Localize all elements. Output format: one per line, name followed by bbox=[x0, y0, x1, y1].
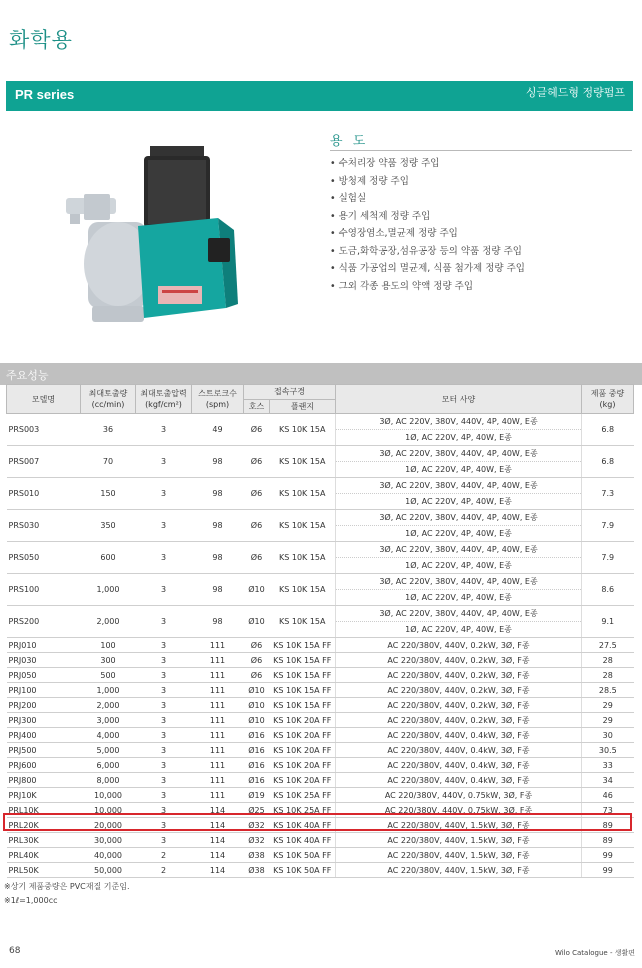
table-row bbox=[7, 728, 634, 743]
table-cell: 98 bbox=[192, 606, 244, 638]
table-cell: 3,000 bbox=[81, 713, 136, 728]
table-cell: PRS007 bbox=[7, 446, 81, 478]
table-cell: 111 bbox=[192, 653, 244, 668]
table-cell: 30.5 bbox=[582, 743, 634, 758]
table-cell: KS 10K 15A FF bbox=[270, 653, 336, 668]
table-cell: KS 10K 20A FF bbox=[270, 773, 336, 788]
table-cell: 3 bbox=[136, 606, 192, 638]
table-cell: Ø16 bbox=[244, 728, 270, 743]
table-cell: 7.9 bbox=[582, 510, 634, 542]
header-weight: 제품 중량 (kg) bbox=[582, 385, 634, 414]
table-cell: 6,000 bbox=[81, 758, 136, 773]
table-cell: 114 bbox=[192, 818, 244, 833]
table-cell: PRJ200 bbox=[7, 698, 81, 713]
table-cell: AC 220/380V, 440V, 1.5kW, 3Ø, F종 bbox=[336, 833, 582, 848]
header-pressure: 최대토출압력 (kgf/cm²) bbox=[136, 385, 192, 414]
header-flange: 플랜지 bbox=[270, 399, 336, 414]
header-motor: 모터 사양 bbox=[336, 385, 582, 414]
table-cell: AC 220/380V, 440V, 0.75kW, 3Ø, F종 bbox=[336, 803, 582, 818]
table-cell: PRS100 bbox=[7, 574, 81, 606]
table-cell: 1,000 bbox=[81, 574, 136, 606]
table-cell: 111 bbox=[192, 713, 244, 728]
table-row bbox=[7, 668, 634, 683]
table-cell: Ø38 bbox=[244, 848, 270, 863]
table-cell: 114 bbox=[192, 803, 244, 818]
table-cell: Ø6 bbox=[244, 446, 270, 478]
table-cell: PRL50K bbox=[7, 863, 81, 878]
page-number: 68 bbox=[9, 946, 21, 956]
table-row bbox=[7, 848, 634, 863]
table-cell: 3 bbox=[136, 638, 192, 653]
table-cell: 98 bbox=[192, 542, 244, 574]
table-cell: 1Ø, AC 220V, 4P, 40W, E종 bbox=[336, 558, 582, 574]
table-cell: 3Ø, AC 220V, 380V, 440V, 4P, 40W, E종 bbox=[336, 542, 582, 558]
table-cell: Ø38 bbox=[244, 863, 270, 878]
table-cell: PRJ400 bbox=[7, 728, 81, 743]
table-cell: 33 bbox=[582, 758, 634, 773]
table-row bbox=[7, 833, 634, 848]
table-cell: AC 220/380V, 440V, 0.4kW, 3Ø, F종 bbox=[336, 758, 582, 773]
table-cell: 30 bbox=[582, 728, 634, 743]
table-cell: AC 220/380V, 440V, 0.2kW, 3Ø, F종 bbox=[336, 653, 582, 668]
table-cell: 50,000 bbox=[81, 863, 136, 878]
table-cell: KS 10K 25A FF bbox=[270, 788, 336, 803]
table-cell: Ø32 bbox=[244, 833, 270, 848]
highlight-box-prl20k bbox=[3, 813, 632, 831]
footer-catalogue: Wilo Catalogue - 생활편 bbox=[554, 949, 635, 957]
table-cell: 3 bbox=[136, 713, 192, 728]
table-cell: 3 bbox=[136, 743, 192, 758]
table-row bbox=[7, 478, 634, 494]
table-cell: 3 bbox=[136, 683, 192, 698]
table-cell: 99 bbox=[582, 848, 634, 863]
table-cell: PRJ010 bbox=[7, 638, 81, 653]
table-cell: KS 10K 15A bbox=[270, 542, 336, 574]
table-cell: 8,000 bbox=[81, 773, 136, 788]
table-cell: AC 220/380V, 440V, 0.2kW, 3Ø, F종 bbox=[336, 683, 582, 698]
table-row bbox=[7, 510, 634, 526]
use-item: • 수영장염소,멸균제 정량 주입 bbox=[330, 225, 525, 243]
table-cell: PRJ050 bbox=[7, 668, 81, 683]
table-cell: Ø19 bbox=[244, 788, 270, 803]
table-cell: 2 bbox=[136, 863, 192, 878]
table-cell: 73 bbox=[582, 803, 634, 818]
table-cell: 29 bbox=[582, 698, 634, 713]
table-cell: PRL20K bbox=[7, 818, 81, 833]
table-cell: AC 220/380V, 440V, 0.2kW, 3Ø, F종 bbox=[336, 713, 582, 728]
table-cell: KS 10K 25A FF bbox=[270, 803, 336, 818]
table-cell: Ø32 bbox=[244, 818, 270, 833]
table-row bbox=[7, 788, 634, 803]
table-cell: AC 220/380V, 440V, 1.5kW, 3Ø, F종 bbox=[336, 818, 582, 833]
table-cell: KS 10K 15A FF bbox=[270, 638, 336, 653]
use-item: • 그외 각종 용도의 약액 정량 주입 bbox=[330, 278, 525, 296]
table-cell: 89 bbox=[582, 833, 634, 848]
series-name: PR series bbox=[15, 87, 75, 102]
table-row bbox=[7, 638, 634, 653]
table-row bbox=[7, 773, 634, 788]
table-cell: 8.6 bbox=[582, 574, 634, 606]
table-cell: 111 bbox=[192, 773, 244, 788]
table-cell: 114 bbox=[192, 848, 244, 863]
header-stroke: 스트로크수 (spm) bbox=[192, 385, 244, 414]
table-cell: KS 10K 50A FF bbox=[270, 848, 336, 863]
series-banner bbox=[6, 81, 633, 111]
table-cell: Ø10 bbox=[244, 713, 270, 728]
table-cell: PRJ500 bbox=[7, 743, 81, 758]
table-cell: 30,000 bbox=[81, 833, 136, 848]
uses-divider bbox=[330, 150, 632, 151]
table-cell: 6.8 bbox=[582, 446, 634, 478]
notes bbox=[4, 880, 130, 908]
pump-product-image bbox=[58, 138, 248, 338]
table-cell: KS 10K 15A FF bbox=[270, 698, 336, 713]
table-cell: Ø25 bbox=[244, 803, 270, 818]
table-cell: 3Ø, AC 220V, 380V, 440V, 4P, 40W, E종 bbox=[336, 574, 582, 590]
table-cell: 3 bbox=[136, 510, 192, 542]
table-cell: 34 bbox=[582, 773, 634, 788]
table-cell: 1Ø, AC 220V, 4P, 40W, E종 bbox=[336, 462, 582, 478]
table-cell: AC 220/380V, 440V, 0.2kW, 3Ø, F종 bbox=[336, 638, 582, 653]
table-cell: 1Ø, AC 220V, 4P, 40W, E종 bbox=[336, 590, 582, 606]
uses-list bbox=[330, 155, 525, 295]
table-cell: 5,000 bbox=[81, 743, 136, 758]
table-cell: 500 bbox=[81, 668, 136, 683]
table-cell: AC 220/380V, 440V, 0.4kW, 3Ø, F종 bbox=[336, 728, 582, 743]
table-cell: Ø16 bbox=[244, 758, 270, 773]
table-cell: PRL10K bbox=[7, 803, 81, 818]
table-cell: Ø6 bbox=[244, 542, 270, 574]
table-cell: 1,000 bbox=[81, 683, 136, 698]
table-cell: KS 10K 20A FF bbox=[270, 743, 336, 758]
table-cell: 10,000 bbox=[81, 803, 136, 818]
table-cell: 36 bbox=[81, 414, 136, 446]
table-cell: AC 220/380V, 440V, 0.75kW, 3Ø, F종 bbox=[336, 788, 582, 803]
table-cell: 3Ø, AC 220V, 380V, 440V, 4P, 40W, E종 bbox=[336, 446, 582, 462]
table-cell: KS 10K 15A bbox=[270, 606, 336, 638]
table-cell: AC 220/380V, 440V, 0.2kW, 3Ø, F종 bbox=[336, 698, 582, 713]
table-cell: AC 220/380V, 440V, 0.4kW, 3Ø, F종 bbox=[336, 773, 582, 788]
table-cell: KS 10K 40A FF bbox=[270, 818, 336, 833]
table-cell: KS 10K 20A FF bbox=[270, 758, 336, 773]
table-cell: 150 bbox=[81, 478, 136, 510]
table-cell: 111 bbox=[192, 743, 244, 758]
table-cell: Ø6 bbox=[244, 510, 270, 542]
note-unit: ※1ℓ=1,000cc bbox=[4, 896, 58, 905]
table-cell: 7.3 bbox=[582, 478, 634, 510]
table-cell: 3 bbox=[136, 414, 192, 446]
note-weight: ※상기 제품중량은 PVC재질 기준임. bbox=[4, 882, 130, 891]
header-hose: 호스 bbox=[244, 399, 270, 414]
table-row bbox=[7, 446, 634, 462]
table-row bbox=[7, 713, 634, 728]
table-cell: KS 10K 15A FF bbox=[270, 683, 336, 698]
table-cell: AC 220/380V, 440V, 1.5kW, 3Ø, F종 bbox=[336, 848, 582, 863]
table-cell: KS 10K 15A bbox=[270, 446, 336, 478]
table-cell: Ø10 bbox=[244, 683, 270, 698]
table-cell: 10,000 bbox=[81, 788, 136, 803]
table-cell: PRJ10K bbox=[7, 788, 81, 803]
category-title: 화학용 bbox=[9, 28, 73, 52]
table-cell: 3 bbox=[136, 833, 192, 848]
table-cell: 100 bbox=[81, 638, 136, 653]
table-cell: Ø6 bbox=[244, 638, 270, 653]
table-cell: 1Ø, AC 220V, 4P, 40W, E종 bbox=[336, 494, 582, 510]
table-cell: Ø16 bbox=[244, 773, 270, 788]
table-cell: 89 bbox=[582, 818, 634, 833]
table-cell: 1Ø, AC 220V, 4P, 40W, E종 bbox=[336, 526, 582, 542]
table-cell: AC 220/380V, 440V, 0.2kW, 3Ø, F종 bbox=[336, 668, 582, 683]
table-cell: 3 bbox=[136, 698, 192, 713]
table-row bbox=[7, 606, 634, 622]
table-cell: 29 bbox=[582, 713, 634, 728]
table-cell: Ø10 bbox=[244, 606, 270, 638]
table-cell: PRJ300 bbox=[7, 713, 81, 728]
table-row bbox=[7, 574, 634, 590]
table-cell: 111 bbox=[192, 788, 244, 803]
header-flow: 최대토출량 (cc/min) bbox=[81, 385, 136, 414]
table-cell: 111 bbox=[192, 668, 244, 683]
table-cell: 3 bbox=[136, 542, 192, 574]
table-cell: 40,000 bbox=[81, 848, 136, 863]
table-cell: 49 bbox=[192, 414, 244, 446]
table-cell: 27.5 bbox=[582, 638, 634, 653]
table-cell: 70 bbox=[81, 446, 136, 478]
table-cell: Ø6 bbox=[244, 653, 270, 668]
table-cell: 3 bbox=[136, 758, 192, 773]
table-cell: PRJ100 bbox=[7, 683, 81, 698]
uses-title: 용 도 bbox=[330, 134, 369, 149]
table-cell: 28.5 bbox=[582, 683, 634, 698]
table-cell: 2 bbox=[136, 848, 192, 863]
table-cell: 600 bbox=[81, 542, 136, 574]
table-cell: 99 bbox=[582, 863, 634, 878]
spec-section-title: 주요성능 bbox=[6, 369, 49, 382]
table-row bbox=[7, 698, 634, 713]
table-cell: Ø10 bbox=[244, 574, 270, 606]
table-cell: AC 220/380V, 440V, 1.5kW, 3Ø, F종 bbox=[336, 863, 582, 878]
table-cell: KS 10K 15A bbox=[270, 414, 336, 446]
table-cell: KS 10K 50A FF bbox=[270, 863, 336, 878]
table-cell: 9.1 bbox=[582, 606, 634, 638]
table-cell: PRJ030 bbox=[7, 653, 81, 668]
table-cell: 3Ø, AC 220V, 380V, 440V, 4P, 40W, E종 bbox=[336, 414, 582, 430]
table-cell: 3 bbox=[136, 728, 192, 743]
table-cell: 3 bbox=[136, 574, 192, 606]
table-cell: KS 10K 40A FF bbox=[270, 833, 336, 848]
use-item: • 식품 가공업의 멸균제, 식품 첨가제 정량 주입 bbox=[330, 260, 525, 278]
table-row bbox=[7, 653, 634, 668]
table-cell: 3 bbox=[136, 478, 192, 510]
table-cell: 4,000 bbox=[81, 728, 136, 743]
table-cell: PRS030 bbox=[7, 510, 81, 542]
header-connection: 접속구경 bbox=[244, 385, 336, 400]
table-cell: 350 bbox=[81, 510, 136, 542]
table-cell: 111 bbox=[192, 683, 244, 698]
table-cell: PRJ800 bbox=[7, 773, 81, 788]
table-cell: 300 bbox=[81, 653, 136, 668]
table-cell: PRL40K bbox=[7, 848, 81, 863]
table-row bbox=[7, 743, 634, 758]
spec-section-band bbox=[0, 363, 642, 385]
table-cell: 114 bbox=[192, 833, 244, 848]
use-item: • 도금,화학공장,섬유공장 등의 약품 정량 주입 bbox=[330, 243, 525, 261]
header-model: 모델명 bbox=[7, 385, 81, 414]
table-cell: 7.9 bbox=[582, 542, 634, 574]
table-cell: KS 10K 20A FF bbox=[270, 728, 336, 743]
table-cell: 3 bbox=[136, 653, 192, 668]
table-cell: 20,000 bbox=[81, 818, 136, 833]
table-cell: 98 bbox=[192, 510, 244, 542]
table-cell: 2,000 bbox=[81, 698, 136, 713]
table-cell: Ø6 bbox=[244, 668, 270, 683]
table-cell: 3Ø, AC 220V, 380V, 440V, 4P, 40W, E종 bbox=[336, 606, 582, 622]
use-item: • 실험실 bbox=[330, 190, 525, 208]
table-cell: PRS050 bbox=[7, 542, 81, 574]
table-cell: 111 bbox=[192, 638, 244, 653]
table-cell: KS 10K 15A bbox=[270, 478, 336, 510]
table-row bbox=[7, 863, 634, 878]
table-cell: AC 220/380V, 440V, 0.4kW, 3Ø, F종 bbox=[336, 743, 582, 758]
table-cell: 3 bbox=[136, 803, 192, 818]
table-cell: Ø10 bbox=[244, 698, 270, 713]
table-cell: 98 bbox=[192, 478, 244, 510]
table-row bbox=[7, 414, 634, 430]
table-cell: 46 bbox=[582, 788, 634, 803]
table-cell: 111 bbox=[192, 758, 244, 773]
table-cell: KS 10K 20A FF bbox=[270, 713, 336, 728]
table-cell: Ø6 bbox=[244, 478, 270, 510]
table-cell: 3 bbox=[136, 773, 192, 788]
table-cell: 3Ø, AC 220V, 380V, 440V, 4P, 40W, E종 bbox=[336, 510, 582, 526]
use-item: • 수처리장 약품 정량 주입 bbox=[330, 155, 525, 173]
table-cell: 3 bbox=[136, 788, 192, 803]
table-row bbox=[7, 683, 634, 698]
table-cell: Ø6 bbox=[244, 414, 270, 446]
table-cell: 28 bbox=[582, 668, 634, 683]
table-cell: 3 bbox=[136, 446, 192, 478]
table-cell: 2,000 bbox=[81, 606, 136, 638]
table-cell: PRS200 bbox=[7, 606, 81, 638]
table-cell: 114 bbox=[192, 863, 244, 878]
table-cell: PRJ600 bbox=[7, 758, 81, 773]
table-cell: 111 bbox=[192, 698, 244, 713]
table-cell: 1Ø, AC 220V, 4P, 40W, E종 bbox=[336, 622, 582, 638]
table-cell: 6.8 bbox=[582, 414, 634, 446]
table-cell: Ø16 bbox=[244, 743, 270, 758]
table-cell: 98 bbox=[192, 574, 244, 606]
series-subtitle: 싱글헤드형 정량펌프 bbox=[525, 86, 625, 99]
table-cell: PRS003 bbox=[7, 414, 81, 446]
use-item: • 방청제 정량 주입 bbox=[330, 173, 525, 191]
table-cell: KS 10K 15A bbox=[270, 574, 336, 606]
table-cell: KS 10K 15A bbox=[270, 510, 336, 542]
table-cell: 1Ø, AC 220V, 4P, 40W, E종 bbox=[336, 430, 582, 446]
table-cell: 111 bbox=[192, 728, 244, 743]
spec-table bbox=[6, 384, 634, 878]
use-item: • 용기 세척제 정량 주입 bbox=[330, 208, 525, 226]
table-cell: 28 bbox=[582, 653, 634, 668]
table-cell: PRL30K bbox=[7, 833, 81, 848]
table-cell: 3Ø, AC 220V, 380V, 440V, 4P, 40W, E종 bbox=[336, 478, 582, 494]
table-cell: 3 bbox=[136, 668, 192, 683]
table-cell: 3 bbox=[136, 818, 192, 833]
table-cell: KS 10K 15A FF bbox=[270, 668, 336, 683]
table-row bbox=[7, 758, 634, 773]
table-cell: 98 bbox=[192, 446, 244, 478]
table-cell: PRS010 bbox=[7, 478, 81, 510]
table-row bbox=[7, 542, 634, 558]
